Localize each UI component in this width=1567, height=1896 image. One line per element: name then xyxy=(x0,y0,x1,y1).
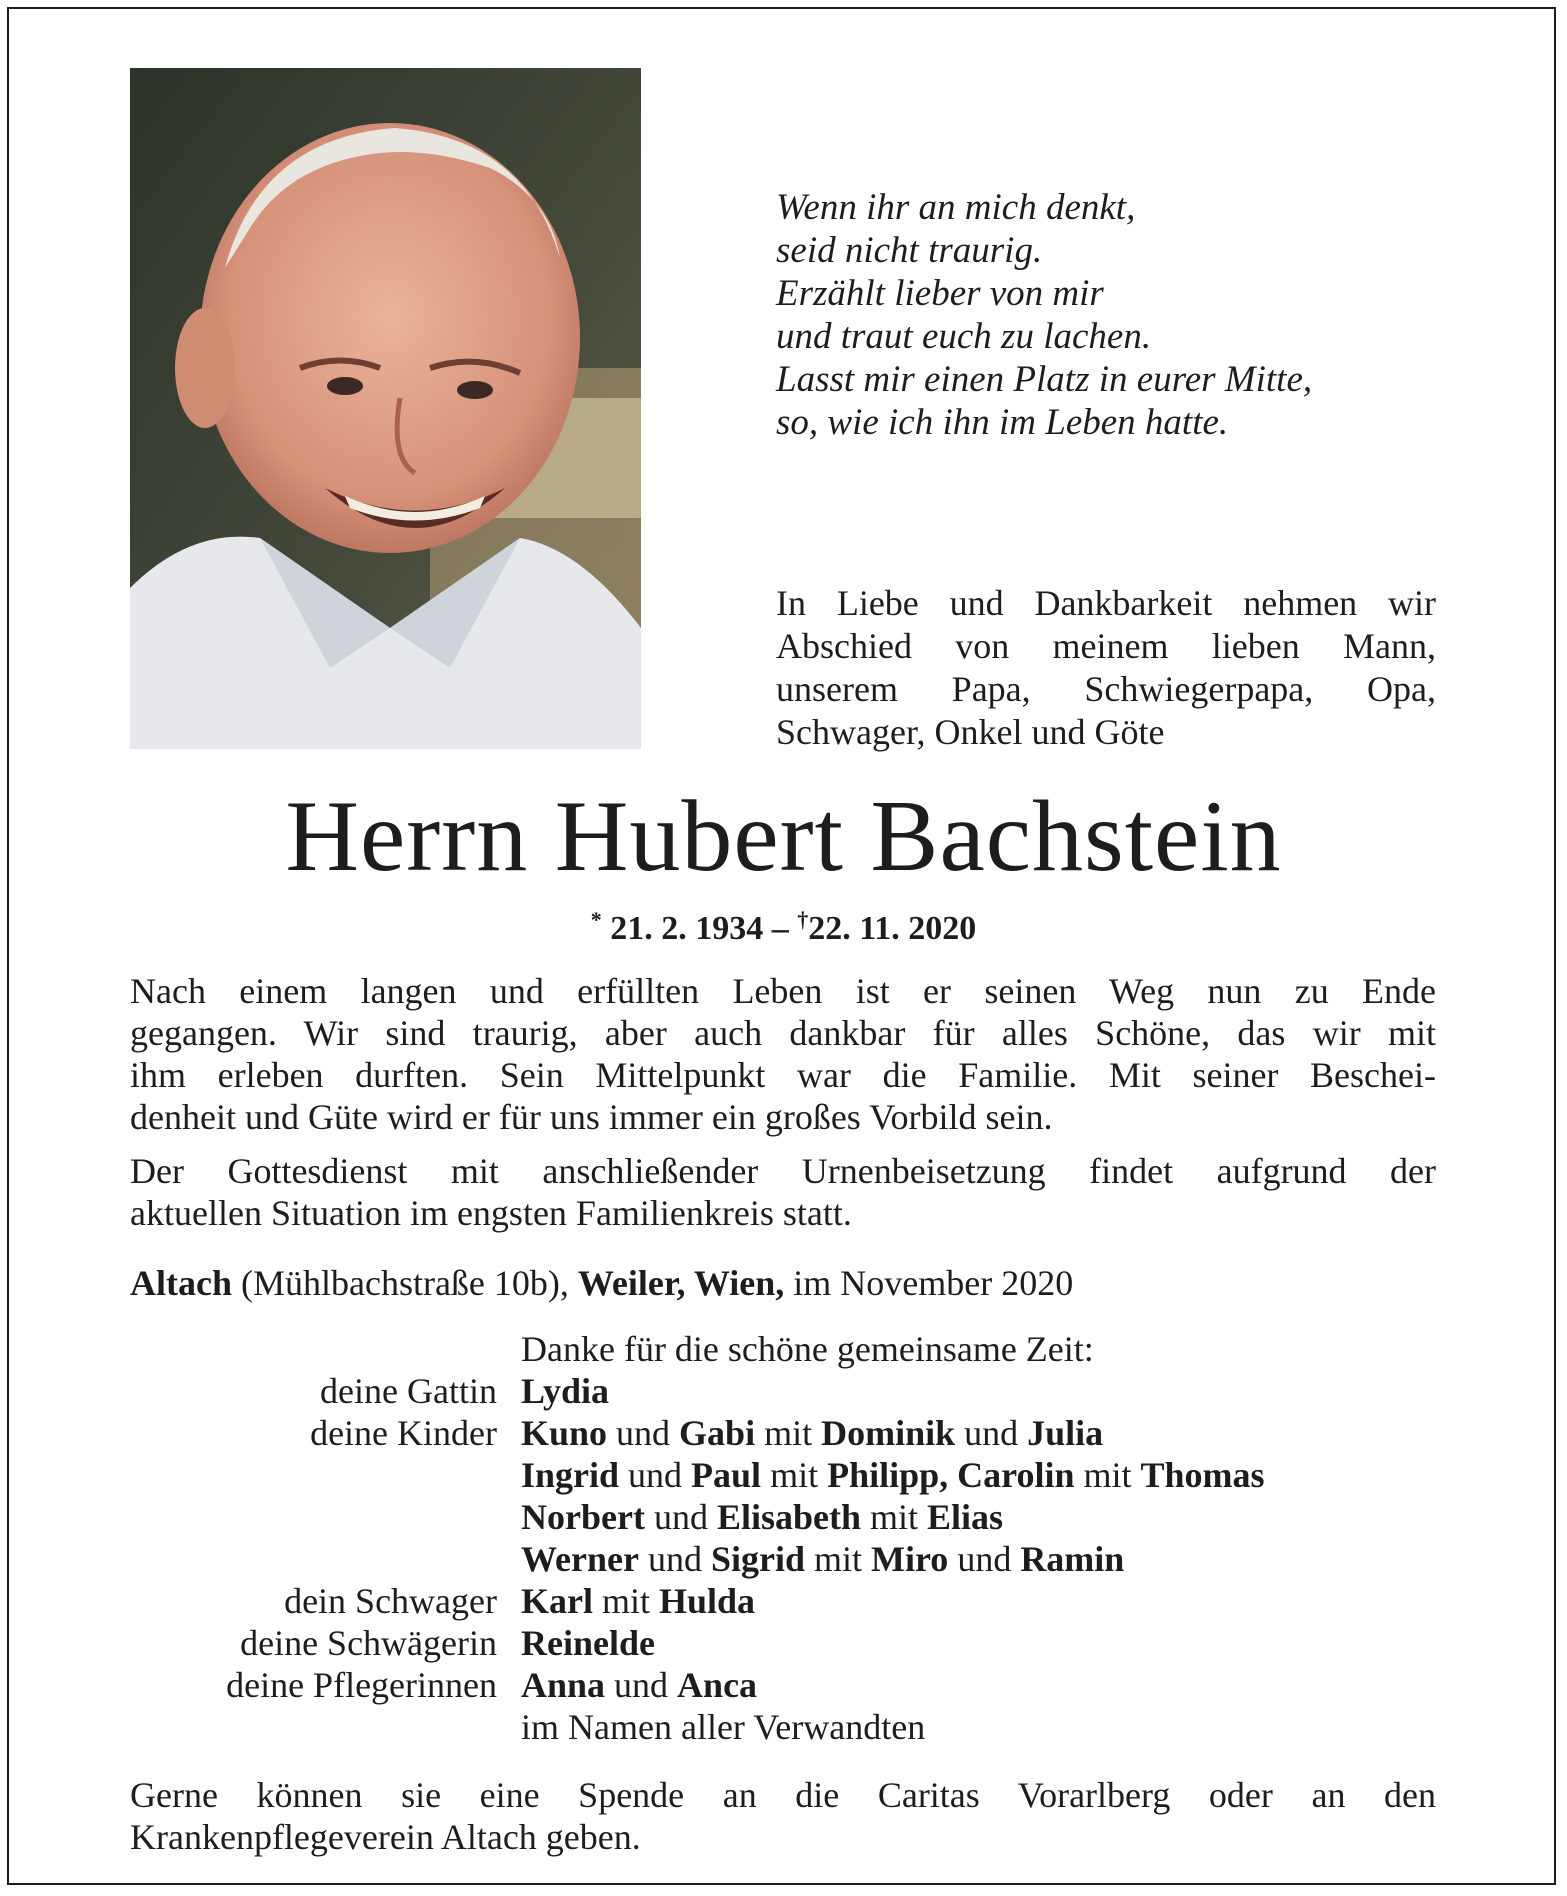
paragraph-line: ihm erleben durften. Sein Mittelpunkt war die Familie. Mit seiner Beschei- xyxy=(130,1055,1436,1095)
mourner-names xyxy=(521,1538,1124,1580)
connector-text: mit xyxy=(755,1413,822,1453)
connector-text: im Namen aller Verwandten xyxy=(521,1707,926,1747)
mourner-name: Ramin xyxy=(1020,1539,1125,1579)
connector-text: mit xyxy=(761,1455,828,1495)
mourner-name: Hulda xyxy=(659,1581,756,1621)
mourner-name: Anca xyxy=(677,1665,758,1705)
mourner-row xyxy=(0,1370,1567,1412)
connector-text: und xyxy=(638,1539,711,1579)
place-town: Altach xyxy=(130,1263,232,1303)
mourner-name: Lydia xyxy=(521,1371,610,1411)
connector-text: und xyxy=(948,1539,1021,1579)
mourner-relation: deine Schwägerin xyxy=(240,1623,497,1663)
paragraph-line: gegangen. Wir sind traurig, aber auch dankbar für alles Schöne, das wir mit xyxy=(130,1013,1436,1053)
place-address: (Mühlbachstraße 10b), xyxy=(241,1263,569,1303)
mourner-row xyxy=(0,1706,1567,1748)
paragraph-line: aktuellen Situation im engsten Familienkreis statt. xyxy=(130,1193,852,1233)
connector-text: mit xyxy=(804,1539,871,1579)
mourners-list xyxy=(0,1328,1567,1748)
mourner-name: Elisabeth xyxy=(716,1497,861,1537)
connector-text: und xyxy=(605,1665,678,1705)
poem-line: und traut euch zu lachen. xyxy=(776,316,1152,357)
mourner-row xyxy=(0,1496,1567,1538)
mourner-name: Dominik xyxy=(821,1413,956,1453)
mourner-relation: deine Kinder xyxy=(310,1413,497,1453)
mourner-row xyxy=(0,1538,1567,1580)
poem-line: Lasst mir einen Platz in eurer Mitte, xyxy=(776,359,1313,400)
mourner-names xyxy=(521,1706,925,1748)
mourner-relation: dein Schwager xyxy=(284,1581,497,1621)
connector-text: mit xyxy=(1074,1455,1141,1495)
mourner-name: Julia xyxy=(1027,1413,1104,1453)
connector-text: mit xyxy=(861,1497,928,1537)
mourner-relation: deine Pflegerinnen xyxy=(226,1665,497,1705)
mourner-names xyxy=(521,1370,609,1412)
death-symbol: † xyxy=(797,907,809,932)
mourner-names xyxy=(521,1496,1003,1538)
mourner-name: Thomas xyxy=(1140,1455,1265,1495)
donation-note xyxy=(130,1774,1436,1858)
mourner-name: Reinelde xyxy=(521,1623,655,1663)
mourner-name: Kuno xyxy=(521,1413,608,1453)
intro-line: Schwager, Onkel und Göte xyxy=(776,712,1165,752)
obituary-paragraph xyxy=(130,970,1436,1138)
mourner-names xyxy=(521,1622,655,1664)
mourner-relation: deine Gattin xyxy=(320,1371,497,1411)
date-dash: – xyxy=(771,910,789,947)
intro-line: Abschied von meinem lieben Mann, xyxy=(776,626,1436,666)
mourner-names xyxy=(521,1580,755,1622)
poem-line: Erzählt lieber von mir xyxy=(776,273,1104,314)
service-paragraph xyxy=(130,1150,1436,1234)
thanks-line: Danke für die schöne gemeinsame Zeit: xyxy=(521,1329,1094,1369)
poem-line: seid nicht traurig. xyxy=(776,230,1043,271)
connector-text: und xyxy=(607,1413,680,1453)
place-other-towns: Weiler, Wien, xyxy=(577,1263,785,1303)
memorial-poem xyxy=(776,186,1426,444)
connector-text: und xyxy=(955,1413,1028,1453)
life-dates xyxy=(0,900,1567,949)
death-date: 22. 11. 2020 xyxy=(808,910,977,947)
farewell-intro xyxy=(776,582,1436,754)
mourner-row xyxy=(0,1580,1567,1622)
mourner-name: Norbert xyxy=(521,1497,645,1537)
paragraph-line: Nach einem langen und erfüllten Leben ist er seinen Weg nun zu Ende xyxy=(130,971,1436,1011)
poem-line: Wenn ihr an mich denkt, xyxy=(776,187,1136,228)
birth-symbol: * xyxy=(590,907,602,932)
connector-text: und xyxy=(644,1497,717,1537)
birth-date: 21. 2. 1934 xyxy=(610,910,764,947)
mourner-name: Elias xyxy=(927,1497,1004,1537)
mourner-name: Miro xyxy=(871,1539,949,1579)
mourner-row xyxy=(0,1664,1567,1706)
mourner-names xyxy=(521,1412,1103,1454)
connector-text: und xyxy=(619,1455,692,1495)
connector-text: mit xyxy=(592,1581,659,1621)
poem-line: so, wie ich ihn im Leben hatte. xyxy=(776,402,1229,443)
paragraph-line: denheit und Güte wird er für uns immer ein großes Vorbild sein. xyxy=(130,1097,1053,1137)
mourner-names xyxy=(521,1664,757,1706)
mourner-name: Ingrid xyxy=(521,1455,620,1495)
intro-line: unserem Papa, Schwiegerpapa, Opa, xyxy=(776,669,1436,709)
mourner-name: Karl xyxy=(521,1581,593,1621)
mourner-name: Paul xyxy=(691,1455,762,1495)
paragraph-line: Der Gottesdienst mit anschließender Urnenbeisetzung findet aufgrund der xyxy=(130,1151,1436,1191)
intro-line: In Liebe und Dankbarkeit nehmen wir xyxy=(776,583,1436,623)
donation-line: Gerne können sie eine Spende an die Caritas Vorarlberg oder an den xyxy=(130,1775,1436,1815)
donation-line: Krankenpflegeverein Altach geben. xyxy=(130,1817,641,1857)
mourner-name: Werner xyxy=(521,1539,639,1579)
mourner-row xyxy=(0,1622,1567,1664)
mourner-row xyxy=(0,1412,1567,1454)
place-month: im November 2020 xyxy=(793,1263,1074,1303)
deceased-name: Herrn Hubert Bachstein xyxy=(285,780,1282,893)
place-and-date xyxy=(130,1262,1436,1304)
mourner-name: Gabi xyxy=(679,1413,756,1453)
mourner-name: Philipp, Carolin xyxy=(827,1455,1075,1495)
mourner-row xyxy=(0,1454,1567,1496)
mourner-names xyxy=(521,1454,1265,1496)
mourner-name: Sigrid xyxy=(710,1539,805,1579)
mourner-name: Anna xyxy=(521,1665,606,1705)
portrait-photo xyxy=(130,68,641,749)
